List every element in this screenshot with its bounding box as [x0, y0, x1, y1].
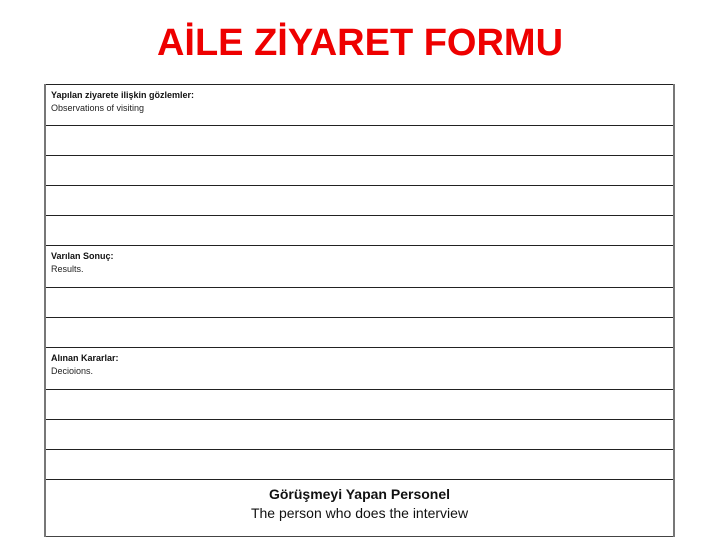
signature-section[interactable]: [46, 479, 673, 537]
decisions-label-en: Decioions.: [51, 366, 94, 376]
observations-label-en: Observations of visiting: [51, 103, 145, 113]
observations-label-tr: Yapılan ziyarete ilişkin gözlemler:: [51, 90, 195, 100]
observations-line-4[interactable]: [46, 215, 673, 245]
signature-label-en: The person who does the interview: [250, 505, 469, 521]
results-line-2[interactable]: [46, 317, 673, 347]
decisions-line-2[interactable]: [46, 419, 673, 449]
section-observations-header: [46, 84, 673, 125]
decisions-line-1[interactable]: [46, 389, 673, 419]
section-decisions-header: [46, 347, 673, 389]
section-results-header: [46, 245, 673, 287]
decisions-line-3[interactable]: [46, 449, 673, 479]
visit-form-table: [44, 84, 675, 537]
results-label-en: Results.: [51, 264, 84, 274]
observations-line-1[interactable]: [46, 125, 673, 155]
observations-line-2[interactable]: [46, 155, 673, 185]
form-title: AİLE ZİYARET FORMU: [156, 22, 564, 64]
results-line-1[interactable]: [46, 287, 673, 317]
results-label-tr: Varılan Sonuç:: [51, 251, 114, 261]
signature-label-tr: Görüşmeyi Yapan Personel: [268, 486, 451, 502]
observations-line-3[interactable]: [46, 185, 673, 215]
decisions-label-tr: Alınan Kararlar:: [51, 353, 119, 363]
